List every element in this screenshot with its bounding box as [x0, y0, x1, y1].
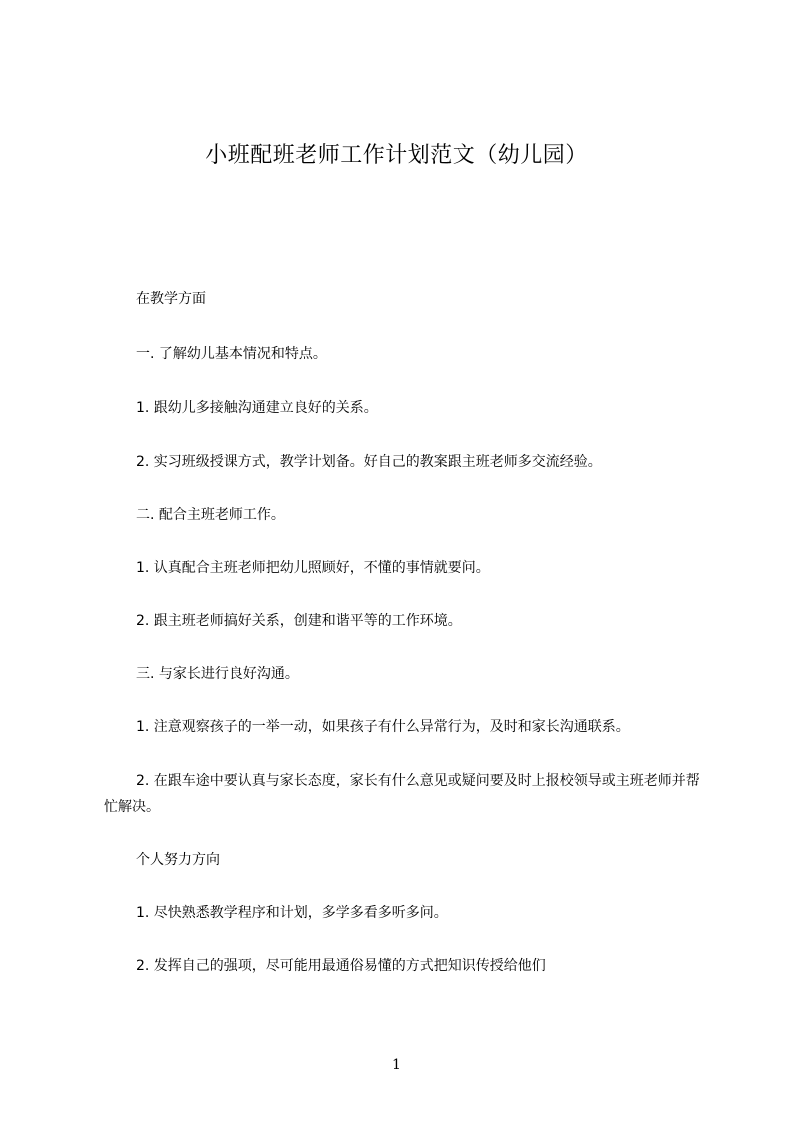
page-number: 1	[392, 1057, 401, 1073]
paragraph: 1. 注意观察孩子的一举一动，如果孩子有什么异常行为，及时和家长沟通联系。	[136, 719, 630, 735]
paragraph: 2. 实习班级授课方式，教学计划备。好自己的教案跟主班老师多交流经验。	[136, 454, 602, 470]
section-heading-teaching: 在教学方面	[136, 291, 206, 307]
paragraph: 2. 跟主班老师搞好关系，创建和谐平等的工作环境。	[136, 613, 462, 629]
paragraph: 三. 与家长进行良好沟通。	[136, 666, 299, 682]
paragraph: 1. 尽快熟悉教学程序和计划，多学多看多听多问。	[136, 905, 448, 921]
paragraph: 二. 配合主班老师工作。	[136, 507, 285, 523]
paragraph: 一. 了解幼儿基本情况和特点。	[136, 346, 327, 362]
section-heading-personal: 个人努力方向	[136, 852, 220, 868]
paragraph: 1. 跟幼儿多接触沟通建立良好的关系。	[136, 400, 378, 416]
paragraph: 2. 发挥自己的强项，尽可能用最通俗易懂的方式把知识传授给他们	[136, 958, 546, 974]
paragraph: 1. 认真配合主班老师把幼儿照顾好，不懂的事情就要问。	[136, 560, 490, 576]
document-title: 小班配班老师工作计划范文（幼儿园）	[205, 143, 588, 168]
paragraph-wrapped: 2. 在跟车途中要认真与家长态度，家长有什么意见或疑问要及时上报校领导或主班老师并帮忙解决。	[104, 773, 700, 815]
